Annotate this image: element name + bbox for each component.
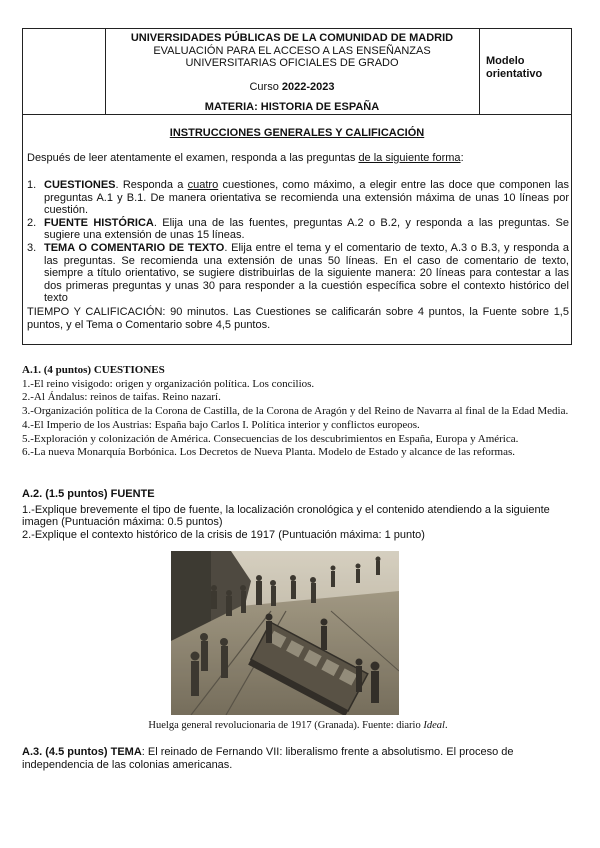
header-blank-cell — [23, 29, 106, 114]
section-a3 — [22, 746, 574, 772]
list-item: 5.-Exploración y colonización de América. Consecuencias de los descubrimientos en España, Europa y América. — [22, 432, 519, 445]
list-item: 4.-El Imperio de los Austrias: España bajo Carlos I. Política interior y conflictos europeos. — [22, 418, 420, 431]
subject-title: MATERIA: HISTORIA DE ESPAÑA — [204, 101, 380, 113]
list-item: 3.-Organización política de la Corona de Castilla, de la Corona de Aragón y del Reino de Navarra al final de la Edad Media. — [22, 405, 569, 418]
a2-question-1: 1.-Explique brevemente el tipo de fuente, la localización cronológica y el contenido atendiendo a la siguiente imagen (Puntuación máxima: 0.5 puntos) — [22, 503, 550, 528]
header-title-cell — [106, 29, 478, 114]
instructions-title: INSTRUCCIONES GENERALES Y CALIFICACIÓN — [169, 127, 425, 139]
degree-title: UNIVERSITARIAS OFICIALES DE GRADO — [185, 57, 399, 69]
evaluation-title: EVALUACIÓN PARA EL ACCESO A LAS ENSEÑANZAS — [153, 44, 431, 57]
list-item: 1.-El reino visigodo: origen y organización política. Los concilios. — [22, 377, 315, 390]
section-a2 — [22, 488, 574, 541]
list-item: 2.-Al Ándalus: reinos de taifas. Reino nazarí. — [22, 391, 221, 404]
time-and-grading: TIEMPO Y CALIFICACIÓN: 90 minutos. Las Cuestiones se calificarán sobre 4 puntos, la Fuente sobre 1,5 puntos, y el Tema o Comentario sobre 4,5 puntos. — [27, 306, 569, 331]
instructions-list — [27, 179, 569, 305]
strike-photo-image — [171, 551, 399, 715]
instruction-item: 2. FUENTE HISTÓRICA. Elija una de las fuentes, preguntas A.2 o B.2, y responda a las preguntas. Se sugiere una extensión de unas 15 líneas. — [27, 216, 569, 242]
historical-photo — [171, 551, 399, 715]
header-model-cell — [479, 29, 572, 114]
a2-heading: A.2. (1.5 puntos) FUENTE — [22, 488, 155, 500]
instruction-item: 3. TEMA O COMENTARIO DE TEXTO. Elija entre el tema y el comentario de texto, A.3 o B.3, y responda a las preguntas. Se recomienda una extensión de unas 50 líneas. En el caso de comentario de texto, siempre a título orientativo, se sugiere distribuirlas de la siguiente manera: 20 líneas para contestar a las dos primeras preguntas y unas 30 para responder a la cuestión específica sobre el contexto histórico del texto — [27, 241, 569, 305]
instructions-box — [22, 114, 572, 345]
photo-caption: Huelga general revolucionaria de 1917 (Granada). Fuente: diario Ideal. — [148, 720, 448, 731]
course-line: Curso 2022-2023 — [249, 80, 335, 93]
a3-text: : El reinado de Fernando VII: liberalismo frente a absolutismo. El proceso de independencia de las colonias americanas. — [22, 746, 514, 771]
instruction-item: 1. CUESTIONES. Responda a cuatro cuestiones, como máximo, a elegir entre las doce que componen las preguntas A.1 y B.1. De manera orientativa se recomienda una extensión máxima de unas 10 líneas por cuestión. — [27, 179, 570, 217]
university-title: UNIVERSIDADES PÚBLICAS DE LA COMUNIDAD DE MADRID — [130, 32, 454, 44]
exam-header — [22, 28, 572, 115]
list-item: 6.-La nueva Monarquía Borbónica. Los Decretos de Nueva Planta. Modelo de Estado y alcance de las reformas. — [22, 446, 515, 459]
instructions-intro: Después de leer atentamente el examen, responda a las preguntas de la siguiente forma: — [27, 152, 464, 164]
a1-heading: A.1. (4 puntos) CUESTIONES — [22, 364, 165, 376]
a3-heading: A.3. (4.5 puntos) TEMA — [22, 746, 142, 758]
a2-question-2: 2.-Explique el contexto histórico de la crisis de 1917 (Puntuación máxima: 1 punto) — [22, 528, 425, 541]
section-a1 — [22, 364, 574, 460]
model-label: Modelo orientativo — [486, 55, 543, 80]
